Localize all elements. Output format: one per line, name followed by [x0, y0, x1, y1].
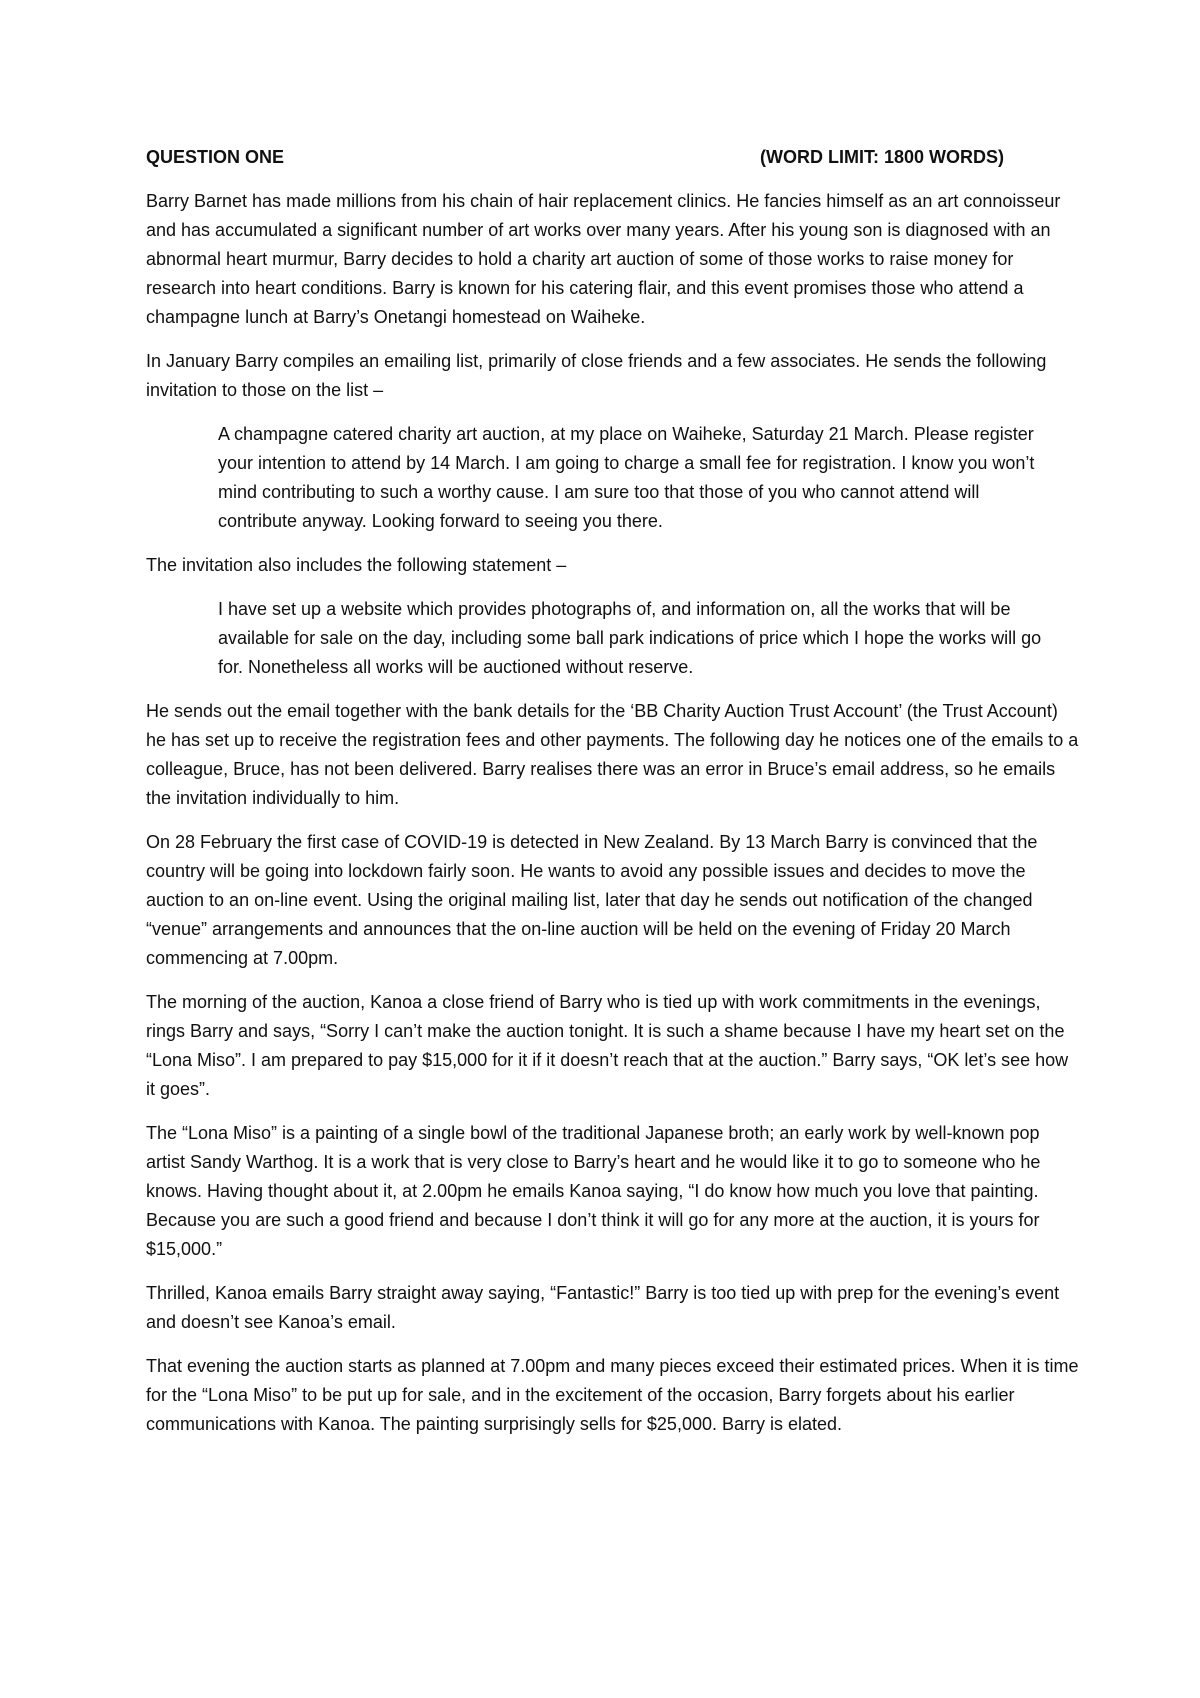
- paragraph-lona-miso: The “Lona Miso” is a painting of a single bowl of the traditional Japanese broth; an early work by well-known pop artist Sandy Warthog. It is a work that is very close to Barry’s heart and he would like it to go to someone who he knows. Having thought about it, at 2.00pm he emails Kanoa saying, “I do know how much you love that painting. Because you are such a good friend and because I don’t think it will go for any more at the auction, it is yours for $15,000.”: [146, 1123, 1041, 1259]
- paragraph-trust-account: He sends out the email together with the bank details for the ‘BB Charity Auction Trust Account’ (the Trust Account) he has set up to receive the registration fees and other payments. The following day he notices one of the emails to a colleague, Bruce, has not been delivered. Barry realises there was an error in Bruce’s email address, so he emails the invitation individually to him.: [146, 701, 1079, 808]
- paragraph-covid: On 28 February the first case of COVID-19 is detected in New Zealand. By 13 March Barry is convinced that the country will be going into lockdown fairly soon. He wants to avoid any possible issues and decides to move the auction to an on-line event. Using the original mailing list, later that day he sends out notification of the changed “venue” arrangements and announces that the on-line auction will be held on the evening of Friday 20 March commencing at 7.00pm.: [146, 832, 1038, 968]
- question-heading: [146, 143, 1080, 172]
- paragraph-intro: Barry Barnet has made millions from his chain of hair replacement clinics. He fancies himself as an art connoisseur and has accumulated a significant number of art works over many years. After his young son is diagnosed with an abnormal heart murmur, Barry decides to hold a charity art auction of some of those works to raise money for research into heart conditions. Barry is known for his catering flair, and this event promises those who attend a champagne lunch at Barry’s Onetangi homestead on Waiheke.: [146, 191, 1061, 327]
- quote-invitation: A champagne catered charity art auction, at my place on Waiheke, Saturday 21 March. Please register your intention to attend by 14 March. I am going to charge a small fee for registration. I know you won’t mind contributing to such a worthy cause. I am sure too that those of you who cannot attend will contribute anyway. Looking forward to seeing you there.: [218, 424, 1035, 531]
- paragraph-auction-evening: That evening the auction starts as planned at 7.00pm and many pieces exceed their estimated prices. When it is time for the “Lona Miso” to be put up for sale, and in the excitement of the occasion, Barry forgets about his earlier communications with Kanoa. The painting surprisingly sells for $25,000. Barry is elated.: [146, 1356, 1079, 1434]
- quote-website: I have set up a website which provides photographs of, and information on, all the works that will be available for sale on the day, including some ball park indications of price which I hope the works will go for. Nonetheless all works will be auctioned without reserve.: [218, 599, 1042, 677]
- paragraph-kanoa-call: The morning of the auction, Kanoa a close friend of Barry who is tied up with work commitments in the evenings, rings Barry and says, “Sorry I can’t make the auction tonight. It is such a shame because I have my heart set on the “Lona Miso”. I am prepared to pay $15,000 for it if it doesn’t reach that at the auction.” Barry says, “OK let’s see how it goes”.: [146, 992, 1069, 1099]
- question-title: QUESTION ONE: [146, 147, 285, 167]
- paragraph-mailing-list: In January Barry compiles an emailing list, primarily of close friends and a few associates. He sends the following invitation to those on the list –: [146, 351, 1047, 400]
- paragraph-statement-intro: The invitation also includes the following statement –: [146, 555, 567, 575]
- word-limit: (WORD LIMIT: 1800 WORDS): [759, 147, 1004, 167]
- paragraph-kanoa-reply: Thrilled, Kanoa emails Barry straight away saying, “Fantastic!” Barry is too tied up with prep for the evening’s event and doesn’t see Kanoa’s email.: [146, 1283, 1060, 1332]
- document-page: [146, 143, 1080, 1454]
